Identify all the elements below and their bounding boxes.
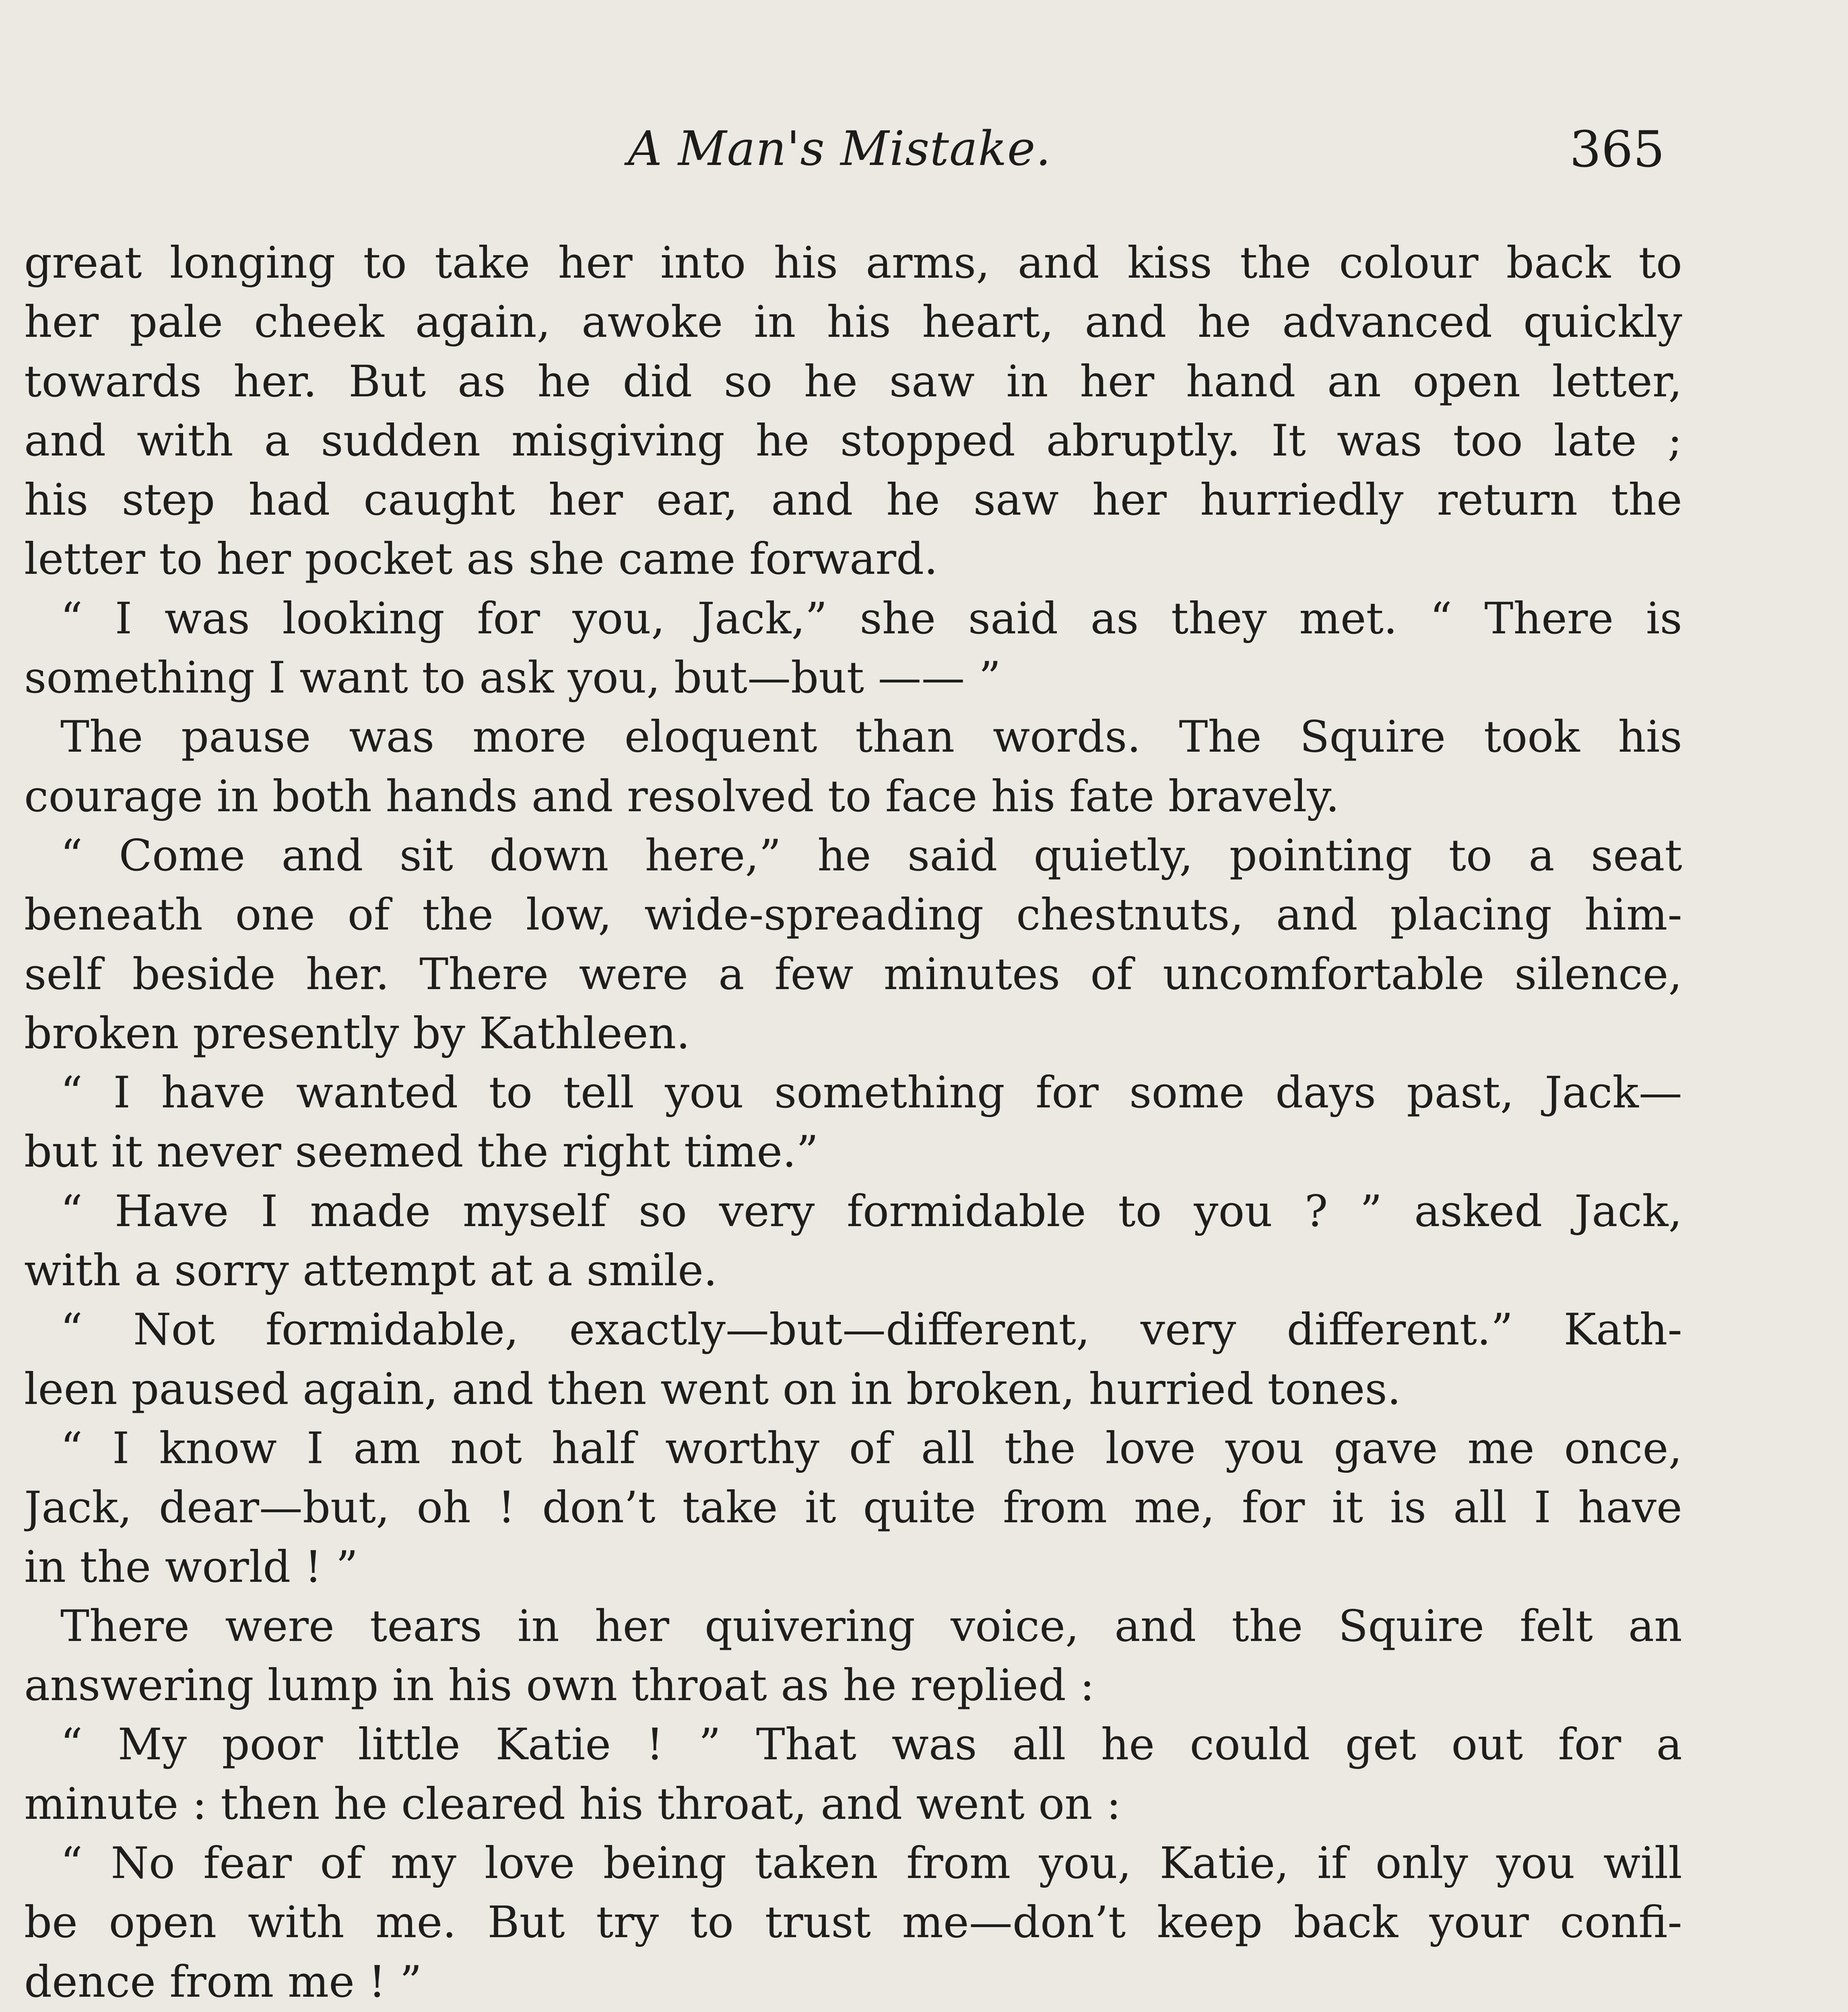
text-line: great longing to take her into his arms, and kiss the colour back to — [24, 238, 1682, 288]
running-title: A Man's Mistake. — [628, 121, 1052, 176]
text-line: leen paused again, and then went on in broken, hurried tones. — [24, 1364, 1401, 1414]
text-line: broken presently by Kathleen. — [24, 1008, 690, 1059]
text-line: but it never seemed the right time.” — [24, 1127, 819, 1177]
text-line: Jack, dear—but, oh ! don’t take it quite from me, for it is all I have — [24, 1482, 1682, 1533]
text-line: There were tears in her quivering voice, and the Squire felt an — [60, 1601, 1682, 1651]
text-line: minute : then he cleared his throat, and went on : — [24, 1779, 1121, 1829]
text-line: with a sorry attempt at a smile. — [24, 1245, 718, 1296]
text-line: “ My poor little Katie ! ” That was all he could get out for a — [60, 1719, 1682, 1770]
text-line: “ I was looking for you, Jack,” she said as they met. “ There is — [60, 593, 1682, 644]
text-line: beneath one of the low, wide-spreading chestnuts, and placing him- — [24, 890, 1682, 940]
text-line: towards her. But as he did so he saw in her hand an open letter, — [24, 356, 1682, 407]
text-line: “ Not formidable, exactly—but—different, very different.” Kath- — [60, 1305, 1682, 1355]
text-line: courage in both hands and resolved to face his fate bravely. — [24, 771, 1340, 822]
running-head — [0, 121, 1848, 193]
text-line: The pause was more eloquent than words. The Squire took his — [60, 712, 1682, 763]
text-line: self beside her. There were a few minutes of uncomfortable silence, — [24, 949, 1682, 1000]
text-line: dence from me ! ” — [24, 1956, 422, 2007]
text-line: his step had caught her ear, and he saw her hurriedly return the — [24, 475, 1682, 526]
text-line: “ Have I made myself so very formidable to you ? ” asked Jack, — [60, 1186, 1682, 1237]
text-line: “ Come and sit down here,” he said quietly, pointing to a seat — [60, 830, 1682, 881]
page-number: 365 — [1570, 121, 1665, 179]
body-text — [24, 233, 1682, 2012]
text-line: “ No fear of my love being taken from you, Katie, if only you will — [60, 1838, 1682, 1889]
text-line: letter to her pocket as she came forward. — [24, 534, 938, 585]
text-line: her pale cheek again, awoke in his heart, and he advanced quickly — [24, 297, 1682, 348]
text-line: and with a sudden misgiving he stopped abruptly. It was too late ; — [24, 415, 1682, 466]
text-line: something I want to ask you, but—but —— ” — [24, 653, 1001, 703]
text-line: answering lump in his own throat as he replied : — [24, 1660, 1095, 1711]
text-line: “ I know I am not half worthy of all the love you gave me once, — [60, 1423, 1682, 1474]
text-line: “ I have wanted to tell you something for some days past, Jack— — [60, 1068, 1682, 1118]
text-line: in the world ! ” — [24, 1542, 358, 1592]
text-line: be open with me. But try to trust me—don’t keep back your confi- — [24, 1897, 1682, 1948]
